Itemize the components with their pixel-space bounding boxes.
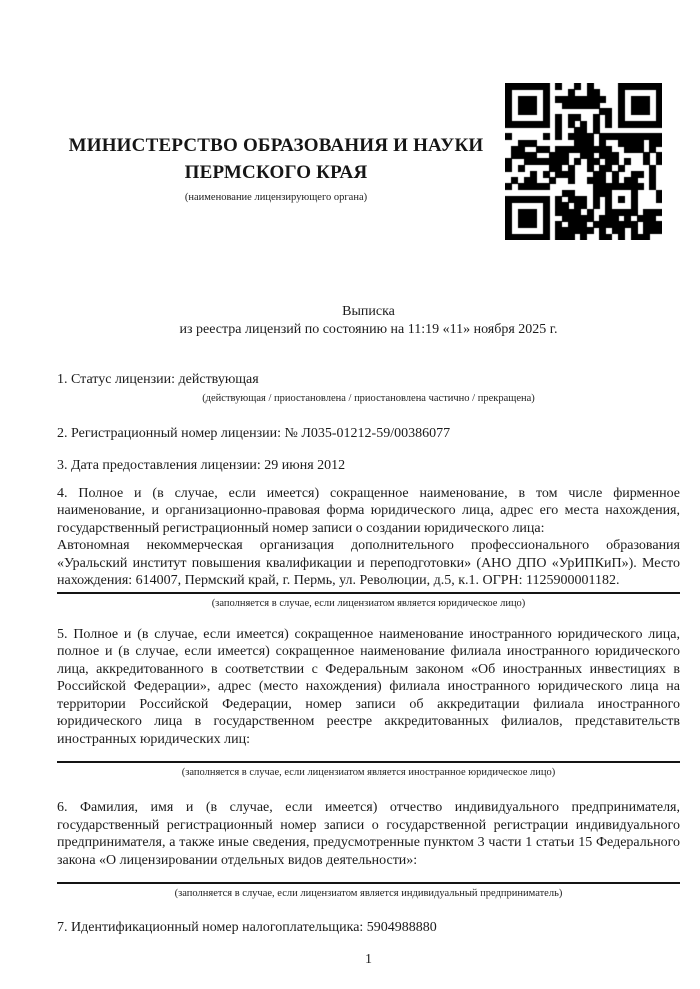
license-status-options-hint: (действующая / приостановлена / приостановлена частично / прекращена) [202,392,535,404]
field-legal-entity [57,485,680,610]
foreign-entity-label: 5. Полное и (в случае, если имеется) сокращенное наименование иностранного юридического лица, полное и (в случае, если имеется) сокращенное наименование филиала иностранного юридического лица, аккредитованного в соответствии с Федеральным законом «Об иностранных инвестициях в Российской Федерации», адрес (место нахождения) филиала иностранного юридического лица на территории Российской Федерации, номер записи об аккредитации филиала иностранного юридического лица в государственном реестре аккредитованных филиалов, представительств иностранных юридических лиц: [57,626,680,747]
foreign-entity-underline [57,761,680,763]
foreign-entity-hint: (заполняется в случае, если лицензиатом является иностранное юридическое лицо) [181,767,556,778]
grant-date-text: 3. Дата предоставления лицензии: 29 июня 2012 [57,458,346,473]
page-number: 1 [365,951,372,967]
document-title-line2: из реестра лицензий по состоянию на 11:19 «11» ноября 2025 г. [179,321,558,337]
legal-entity-hint: (заполняется в случае, если лицензиатом является юридическое лицо) [211,597,526,609]
field-registration-number [57,425,680,443]
individual-entrepreneur-underline [57,882,680,884]
individual-entrepreneur-label: 6. Фамилия, имя и (в случае, если имеется) отчество индивидуального предпринимателя, государственный регистрационный номер записи о государственной регистрации индивидуального предпринимателя, а также иные сведения, предусмотренные пунктом 3 части 1 статьи 15 Федерального закона «О лицензировании отдельных видов деятельности»: [57,800,680,868]
legal-entity-underline [57,592,680,594]
licensing-authority-header [55,132,497,204]
qr-code [505,83,662,240]
qr-code-container [505,83,662,240]
legal-entity-value: Автономная некоммерческая организация дополнительного профессионального образования «Уральский институт повышения квалификации и переподготовки» (АНО ДПО «УрИПКиП»). Место нахождения: 614007, Пермский край, г. Пермь, ул. Революции, д.5, к.1. ОГРН: 1125900001182. [57,538,680,588]
document-body [57,296,680,968]
ministry-name-line1: МИНИСТЕРСТВО ОБРАЗОВАНИЯ И НАУКИ [68,135,484,156]
document-title-line1: Выписка [342,304,395,319]
ministry-name-line2: ПЕРМСКОГО КРАЯ [184,162,368,183]
license-status-text: 1. Статус лицензии: действующая [57,372,259,387]
individual-entrepreneur-hint: (заполняется в случае, если лицензиатом является индивидуальный предприниматель) [174,888,563,899]
tax-id-text: 7. Идентификационный номер налогоплательщика: 5904988880 [57,920,437,935]
document-title [57,296,680,338]
field-license-status [57,371,680,405]
legal-entity-label: 4. Полное и (в случае, если имеется) сокращенное наименование, в том числе фирменное наименование, и организационно-правовая форма юридического лица, адрес его места нахождения, государственный регистрационный номер записи о создании юридического лица: [57,485,680,536]
field-foreign-entity [57,626,680,780]
field-individual-entrepreneur [57,799,680,900]
ministry-caption: (наименование лицензирующего органа) [184,192,368,203]
registration-number-text: 2. Регистрационный номер лицензии: № Л035-01212-59/00386077 [57,425,451,441]
field-tax-id [57,919,680,937]
field-grant-date [57,457,680,475]
